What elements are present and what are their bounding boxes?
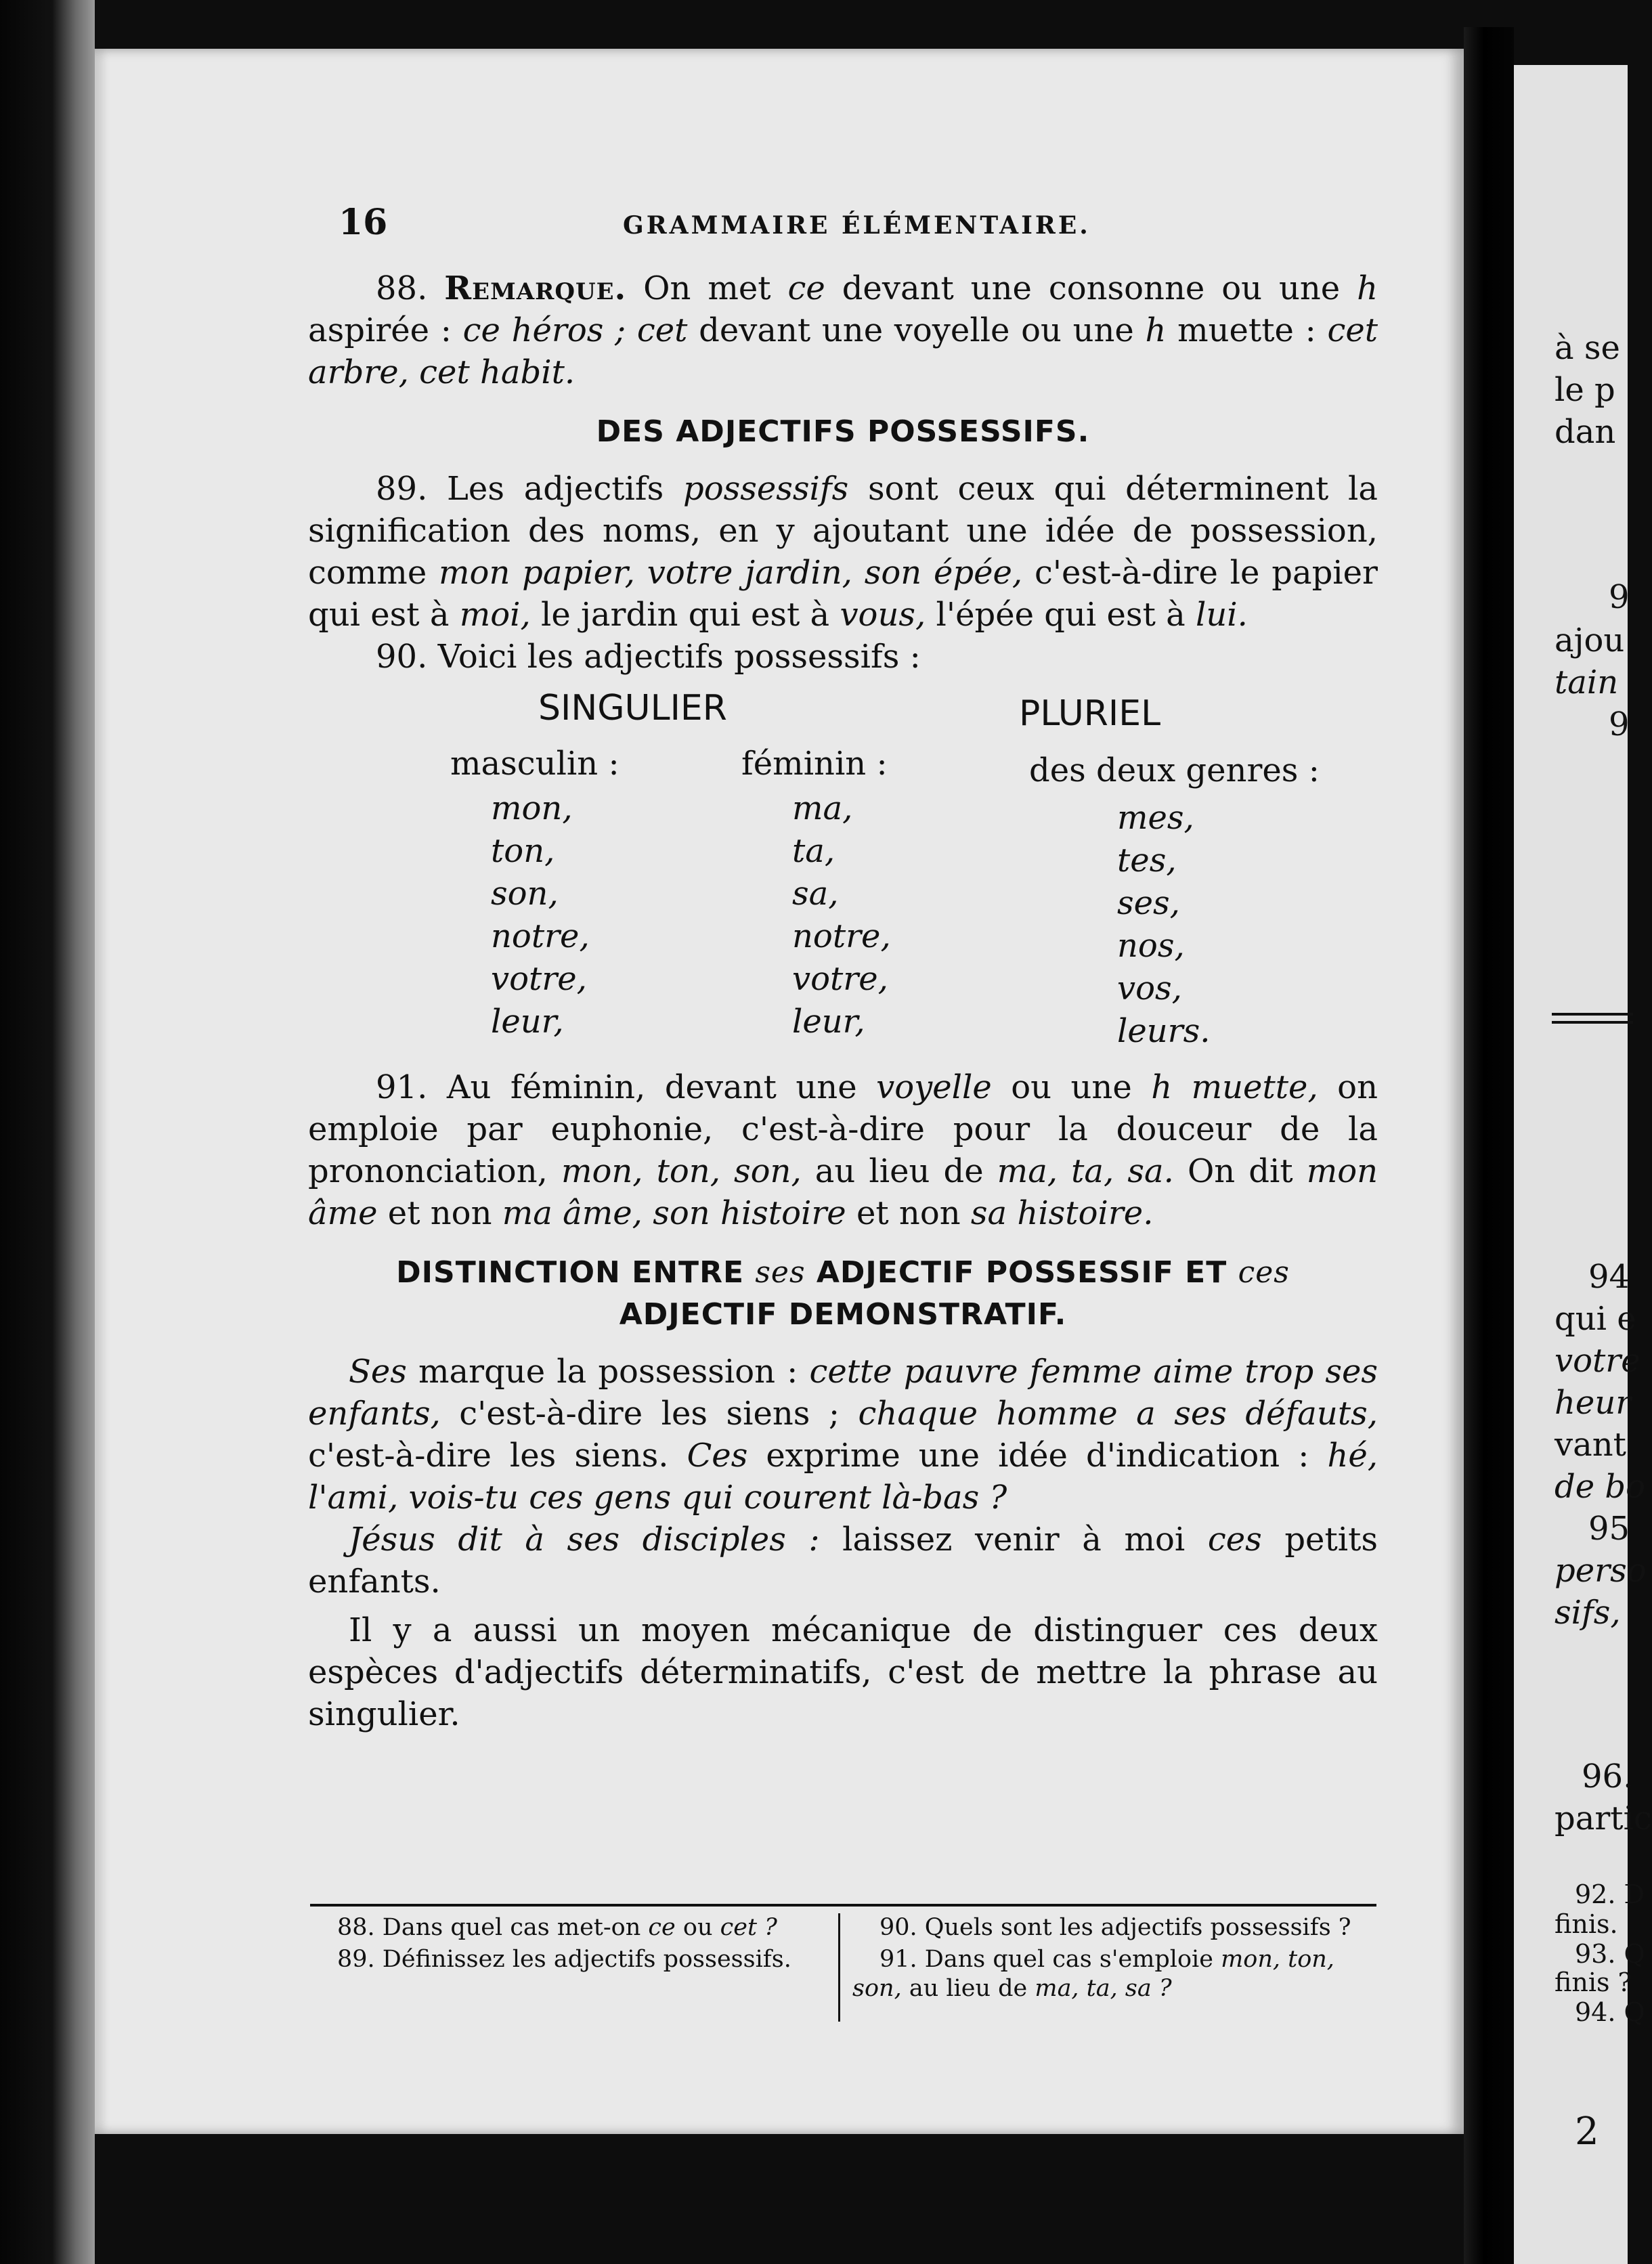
right-page-text: 92. D (1575, 1879, 1645, 1909)
table-cell: vos, (1117, 970, 1182, 1007)
page-body (308, 267, 1378, 1735)
pluriel-column (1117, 797, 1211, 1053)
paragraph-89: 89. Les adjectifs possessifs sont ceux qui déterminent la signification des noms, en y ajoutant une idée de possession, comme mon papier, votre jardin, son épée, c'est-à-dire le papier qui est à moi, le jardin qui est à vous, l'épée qui est à lui. (308, 470, 1378, 634)
table-cell: tes, (1117, 842, 1177, 879)
right-page-text: 93. Q (1575, 1939, 1645, 1969)
footnote-90: 90. Quels sont les adjectifs possessifs ? (879, 1914, 1351, 1941)
table-cell: son, (491, 875, 559, 913)
right-page-text: 94 (1588, 1258, 1630, 1296)
table-header-pluriel: PLURIEL (1019, 693, 1161, 734)
right-page-text: de bo (1555, 1468, 1646, 1506)
right-page-number: 2 (1575, 2110, 1599, 2154)
right-page-text: 96. (1582, 1758, 1634, 1795)
table-cell: mes, (1117, 799, 1194, 837)
table-cell: leurs. (1117, 1012, 1211, 1050)
paragraph-moyen: Il y a aussi un moyen mécanique de distinguer ces deux espèces d'adjectifs déterminatifs, c'est de mettre la phrase au singulier. (308, 1611, 1378, 1733)
right-page-text: à se (1555, 329, 1620, 367)
table-cell: ta, (792, 832, 835, 870)
table-cell: nos, (1117, 927, 1185, 965)
right-page-text: votre (1555, 1342, 1640, 1380)
right-page-text: 9 (1609, 578, 1630, 616)
table-header-singulier: SINGULIER (538, 688, 727, 728)
footnotes-right-column (838, 1913, 1391, 2022)
paragraph-90: 90. Voici les adjectifs possessifs : (376, 638, 921, 676)
right-page-rule (1552, 1013, 1633, 1016)
right-page-text: le p (1555, 371, 1615, 409)
right-page-text: tain (1555, 663, 1619, 701)
right-page-text: finis. (1555, 1909, 1618, 1939)
page-header (339, 196, 1395, 251)
paragraph-88: 88. Remarque. On met ce devant une consonne ou une h aspirée : ce héros ; cet devant une voyelle ou une h muette : cet arbre, cet habit. (308, 269, 1378, 391)
right-page-text: sifs, (1555, 1594, 1621, 1632)
right-page-text: partic (1555, 1800, 1652, 1837)
section-heading-distinction: DISTINCTION ENTRE ses ADJECTIF POSSESSIF ET ces ADJECTIF DEMONSTRATIF. (396, 1255, 1290, 1332)
possessive-adjectives-table (308, 687, 1378, 1066)
right-page-text: finis ? (1555, 1967, 1632, 1997)
running-head: GRAMMAIRE ÉLÉMENTAIRE. (623, 211, 1091, 240)
right-page-text: dan (1555, 413, 1616, 451)
table-cell: notre, (491, 917, 590, 955)
feminin-column (792, 787, 891, 1043)
section-heading-possessifs: DES ADJECTIFS POSSESSIFS. (596, 414, 1090, 449)
right-page-text: 95 (1588, 1510, 1630, 1548)
book-edge-left (0, 0, 95, 2264)
right-page-text: 9 (1609, 705, 1630, 743)
footnote-91: 91. Dans quel cas s'emploie mon, ton, son, au lieu de ma, ta, sa ? (852, 1946, 1334, 2002)
right-page-rule (1552, 1021, 1633, 1024)
footnotes-left-column (310, 1913, 825, 1977)
table-cell: mon, (491, 789, 573, 827)
table-cell: sa, (792, 875, 839, 913)
right-page-text: ajou (1555, 622, 1625, 659)
book-gutter (1464, 27, 1514, 2264)
right-page-text: vant (1555, 1426, 1626, 1464)
table-cell: ma, (792, 789, 853, 827)
masculin-column (491, 787, 590, 1043)
footnote-questions (310, 1904, 1376, 2002)
table-cell: ses, (1117, 884, 1180, 922)
right-page-fragment (1514, 65, 1652, 2264)
table-cell: leur, (491, 1003, 564, 1041)
table-cell: votre, (491, 960, 587, 998)
right-page-text: qui e (1555, 1300, 1636, 1338)
feminin-label: féminin : (741, 745, 888, 783)
table-cell: leur, (792, 1003, 865, 1041)
deux-genres-label: des deux genres : (1029, 752, 1320, 789)
right-page-text: heur (1555, 1384, 1632, 1422)
footnote-89: 89. Définissez les adjectifs possessifs. (337, 1946, 791, 1973)
paragraph-ses: Ses marque la possession : cette pauvre femme aime trop ses enfants, c'est-à-dire les siens ; chaque homme a ses défauts, c'est-à-dire les siens. Ces exprime une idée d'indication : hé, l'ami, vois-tu ces gens qui courent là-bas ? (308, 1353, 1378, 1517)
right-page-text: perso (1555, 1552, 1647, 1590)
footnote-88: 88. Dans quel cas met-on ce ou cet ? (337, 1914, 777, 1941)
remarque-label: Remarque. (444, 269, 627, 307)
paragraph-91: 91. Au féminin, devant une voyelle ou une h muette, on emploie par euphonie, c'est-à-dire pour la douceur de la prononciation, mon, ton, son, au lieu de ma, ta, sa. On dit mon âme et non ma âme, son histoire et non sa histoire. (308, 1068, 1378, 1232)
right-page-text: 94. Q (1575, 1997, 1645, 2027)
page-number: 16 (339, 202, 388, 243)
masculin-label: masculin : (450, 745, 620, 783)
paragraph-jesus: Jésus dit à ses disciples : laissez venir à moi ces petits enfants. (308, 1521, 1378, 1601)
table-cell: notre, (792, 917, 891, 955)
table-cell: votre, (792, 960, 888, 998)
table-cell: ton, (491, 832, 555, 870)
